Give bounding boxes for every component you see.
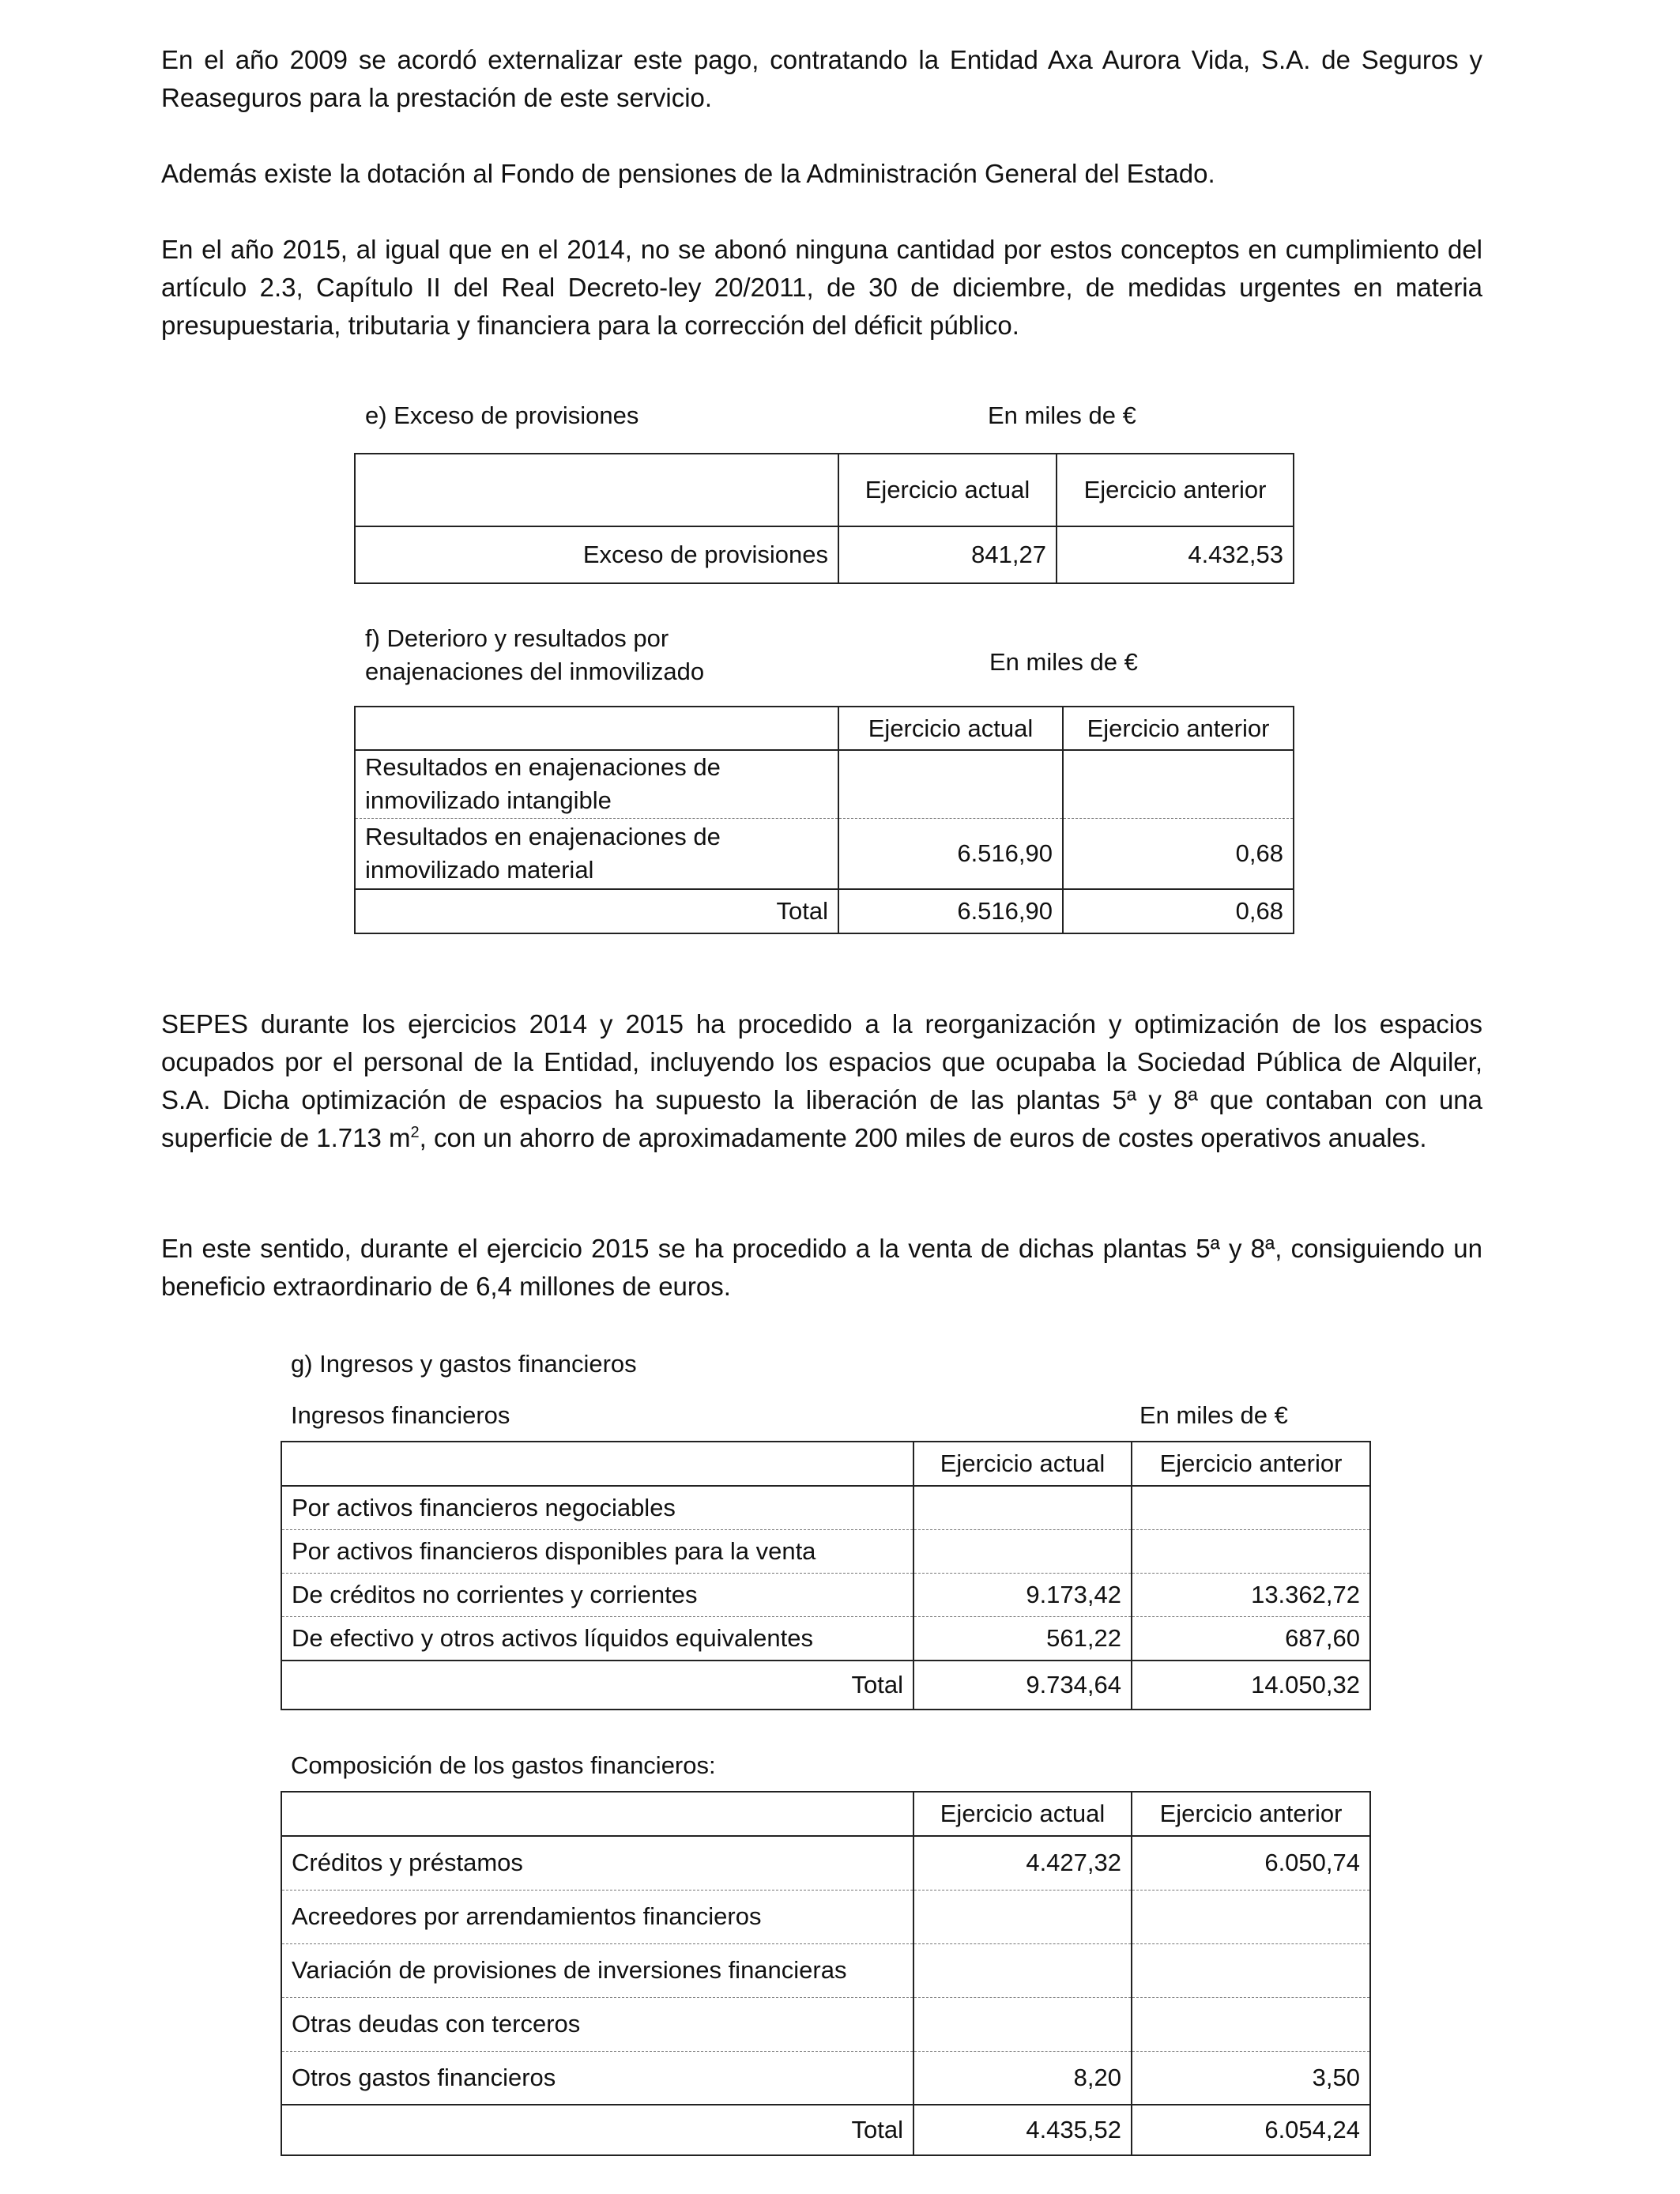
value-ingresos-total-actual: 9.734,64 bbox=[913, 1661, 1132, 1710]
value-creditos-anterior: 13.362,72 bbox=[1132, 1573, 1370, 1616]
paragraph-sepes-reorganizacion bbox=[161, 1005, 1482, 1157]
header-empty-cell bbox=[355, 454, 838, 526]
value-creditos-prestamos-anterior: 6.050,74 bbox=[1132, 1836, 1370, 1890]
value-disponibles-actual bbox=[913, 1529, 1132, 1573]
superscript-m2: 2 bbox=[410, 1124, 420, 1141]
row-label-intangible: Resultados en enajenaciones de inmovilizado intangible bbox=[355, 750, 838, 818]
row-label-total: Total bbox=[281, 2105, 913, 2155]
value-total-actual: 6.516,90 bbox=[838, 889, 1063, 933]
row-label-disponibles-venta: Por activos financieros disponibles para la venta bbox=[281, 1529, 913, 1573]
row-label-otras-deudas: Otras deudas con terceros bbox=[281, 1997, 913, 2051]
header-ejercicio-anterior: Ejercicio anterior bbox=[1063, 707, 1294, 750]
section-f-unit: En miles de € bbox=[989, 648, 1138, 676]
value-otros-gastos-actual: 8,20 bbox=[913, 2051, 1132, 2105]
table-exceso-provisiones bbox=[354, 453, 1294, 584]
section-e-title: e) Exceso de provisiones bbox=[365, 401, 639, 429]
ingresos-title: Ingresos financieros bbox=[291, 1401, 510, 1429]
value-variacion-actual bbox=[913, 1943, 1132, 1997]
header-ejercicio-anterior: Ejercicio anterior bbox=[1132, 1792, 1370, 1836]
row-label-variacion-provisiones: Variación de provisiones de inversiones financieras bbox=[281, 1943, 913, 1997]
header-ejercicio-actual: Ejercicio actual bbox=[913, 1442, 1132, 1486]
table-gastos-financieros bbox=[281, 1791, 1371, 2156]
value-negociables-actual bbox=[913, 1486, 1132, 1529]
row-label-creditos-prestamos: Créditos y préstamos bbox=[281, 1836, 913, 1890]
section-g-unit: En miles de € bbox=[1139, 1401, 1288, 1429]
table-ingresos-financieros bbox=[281, 1441, 1371, 1710]
row-label-efectivo: De efectivo y otros activos líquidos equivalentes bbox=[281, 1616, 913, 1661]
value-otros-gastos-anterior: 3,50 bbox=[1132, 2051, 1370, 2105]
value-negociables-anterior bbox=[1132, 1486, 1370, 1529]
value-intangible-anterior bbox=[1063, 750, 1294, 818]
header-empty-cell bbox=[281, 1442, 913, 1486]
row-label-negociables: Por activos financieros negociables bbox=[281, 1486, 913, 1529]
header-empty-cell bbox=[355, 707, 838, 750]
value-disponibles-anterior bbox=[1132, 1529, 1370, 1573]
value-otras-deudas-anterior bbox=[1132, 1997, 1370, 2051]
value-exceso-anterior: 4.432,53 bbox=[1057, 526, 1294, 583]
paragraph-axa-outsourcing: En el año 2009 se acordó externalizar este pago, contratando la Entidad Axa Aurora Vida, S.A. de Seguros y Reaseguros para la prestación de este servicio. bbox=[161, 45, 1482, 112]
row-label-exceso-provisiones: Exceso de provisiones bbox=[355, 526, 838, 583]
gastos-title: Composición de los gastos financieros: bbox=[291, 1751, 716, 1779]
value-efectivo-anterior: 687,60 bbox=[1132, 1616, 1370, 1661]
value-total-anterior: 0,68 bbox=[1063, 889, 1294, 933]
header-ejercicio-anterior: Ejercicio anterior bbox=[1132, 1442, 1370, 1486]
header-ejercicio-actual: Ejercicio actual bbox=[913, 1792, 1132, 1836]
value-gastos-total-anterior: 6.054,24 bbox=[1132, 2105, 1370, 2155]
row-label-material: Resultados en enajenaciones de inmovilizado material bbox=[355, 818, 838, 889]
value-gastos-total-actual: 4.435,52 bbox=[913, 2105, 1132, 2155]
value-material-anterior: 0,68 bbox=[1063, 818, 1294, 889]
row-label-otros-gastos: Otros gastos financieros bbox=[281, 2051, 913, 2105]
value-efectivo-actual: 561,22 bbox=[913, 1616, 1132, 1661]
value-ingresos-total-anterior: 14.050,32 bbox=[1132, 1661, 1370, 1710]
value-arrendamientos-actual bbox=[913, 1890, 1132, 1943]
value-arrendamientos-anterior bbox=[1132, 1890, 1370, 1943]
row-label-total: Total bbox=[281, 1661, 913, 1710]
value-material-actual: 6.516,90 bbox=[838, 818, 1063, 889]
row-label-creditos: De créditos no corrientes y corrientes bbox=[281, 1573, 913, 1616]
section-f-title: f) Deterioro y resultados por enajenaciones del inmovilizado bbox=[365, 624, 705, 685]
paragraph-sepes-text-a: SEPES durante los ejercicios 2014 y 2015 ha procedido a la reorganización y optimización de los espacios ocupados por el personal de la Entidad, incluyendo los espacios que ocupaba la Sociedad Pública de Alquiler, S.A. Dicha optimización de espacios ha supuesto la liberación de las plantas 5ª y 8ª que contaban con una superficie de 1.713 m bbox=[161, 1009, 1482, 1152]
value-creditos-prestamos-actual: 4.427,32 bbox=[913, 1836, 1132, 1890]
paragraph-venta-plantas: En este sentido, durante el ejercicio 2015 se ha procedido a la venta de dichas plantas 5ª y 8ª, consiguiendo un beneficio extraordinario de 6,4 millones de euros. bbox=[161, 1234, 1482, 1301]
paragraph-sepes-text-b: , con un ahorro de aproximadamente 200 miles de euros de costes operativos anuales. bbox=[419, 1123, 1427, 1152]
row-label-arrendamientos: Acreedores por arrendamientos financieros bbox=[281, 1890, 913, 1943]
header-ejercicio-actual: Ejercicio actual bbox=[838, 707, 1063, 750]
header-empty-cell bbox=[281, 1792, 913, 1836]
row-label-total: Total bbox=[355, 889, 838, 933]
section-g-title: g) Ingresos y gastos financieros bbox=[291, 1350, 637, 1378]
value-exceso-actual: 841,27 bbox=[838, 526, 1057, 583]
section-e-unit: En miles de € bbox=[988, 401, 1136, 429]
paragraph-pension-fund: Además existe la dotación al Fondo de pensiones de la Administración General del Estado. bbox=[161, 159, 1215, 188]
header-ejercicio-anterior: Ejercicio anterior bbox=[1057, 454, 1294, 526]
header-ejercicio-actual: Ejercicio actual bbox=[838, 454, 1057, 526]
value-otras-deudas-actual bbox=[913, 1997, 1132, 2051]
value-variacion-anterior bbox=[1132, 1943, 1370, 1997]
paragraph-real-decreto: En el año 2015, al igual que en el 2014, no se abonó ninguna cantidad por estos conceptos en cumplimiento del artículo 2.3, Capítulo II del Real Decreto-ley 20/2011, de 30 de diciembre, de medidas urgentes en materia presupuestaria, tributaria y financiera para la corrección del déficit público. bbox=[161, 235, 1482, 340]
value-intangible-actual bbox=[838, 750, 1063, 818]
value-creditos-actual: 9.173,42 bbox=[913, 1573, 1132, 1616]
table-deterioro-enajenaciones bbox=[354, 706, 1294, 934]
